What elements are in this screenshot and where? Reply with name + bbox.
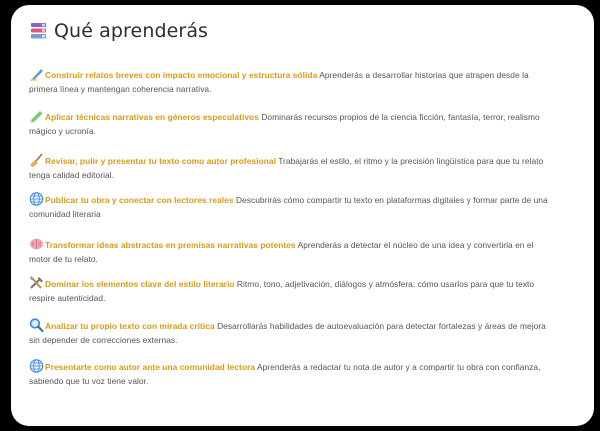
list-item: [29, 192, 554, 221]
item-highlight: Presentarte como autor ante una comunidad lectora: [45, 362, 256, 372]
item-text: Aprenderás a desarrollar historias que atrapen desde la primera línea y mantengan coherencia narrativa.: [29, 70, 529, 95]
item-text: Dominarás recursos propios de la ciencia ficción, fantasía, terror, realismo mágico y ucronía.: [29, 112, 540, 137]
item-highlight: Dominar los elementos clave del estilo literario: [45, 279, 235, 289]
magnifier-icon: [29, 318, 44, 332]
tools-icon: [29, 276, 44, 290]
section-header: [30, 18, 208, 44]
item-text: Descubrirás cómo compartir tu texto en plataformas digitales y formar parte de una comunidad literaria: [29, 195, 548, 220]
globe-icon: [29, 359, 44, 373]
item-text: Desarrollarás habilidades de autoevaluación para detectar fortalezas y áreas de mejora sin depender de correcciones externas.: [29, 321, 546, 346]
item-text: Aprenderás a redactar tu nota de autor y a compartir tu obra con confianza, sabiendo que tu voz tiene valor.: [29, 362, 541, 387]
list-item: [29, 67, 554, 96]
item-text: Aprenderás a detectar el núcleo de una idea y convertirla en el motor de tu relato.: [29, 240, 534, 265]
item-highlight: Publicar tu obra y conectar con lectores reales: [45, 195, 234, 205]
list-item: [29, 359, 554, 388]
broom-icon: [29, 153, 44, 167]
globe-icon: [29, 192, 44, 206]
learning-outcomes-card: [11, 5, 594, 426]
books-icon: [30, 22, 47, 40]
item-highlight: Aplicar técnicas narrativas en géneros especulativos: [45, 112, 259, 122]
item-highlight: Construir relatos breves con impacto emocional y estructura sólida: [45, 70, 318, 80]
list-item: [29, 153, 554, 182]
item-highlight: Analizar tu propio texto con mirada crítica: [45, 321, 215, 331]
item-text: Ritmo, tono, adjetivación, diálogos y atmósfera: cómo usarlos para que tu texto respire autenticidad.: [29, 279, 535, 304]
brain-icon: [29, 237, 44, 251]
item-text: Trabajarás el estilo, el ritmo y la precisión lingüística para que tu relato tenga calidad editorial.: [29, 156, 544, 181]
pen-icon: [29, 67, 44, 81]
list-item: [29, 237, 554, 266]
pencil-icon: [29, 109, 44, 123]
list-item: [29, 109, 554, 138]
section-title: Qué aprenderás: [54, 20, 209, 42]
item-highlight: Revisar, pulir y presentar tu texto como autor profesional: [45, 156, 276, 166]
item-highlight: Transformar ideas abstractas en premisas narrativas potentes: [45, 240, 296, 250]
list-item: [29, 318, 554, 347]
list-item: [29, 276, 554, 305]
